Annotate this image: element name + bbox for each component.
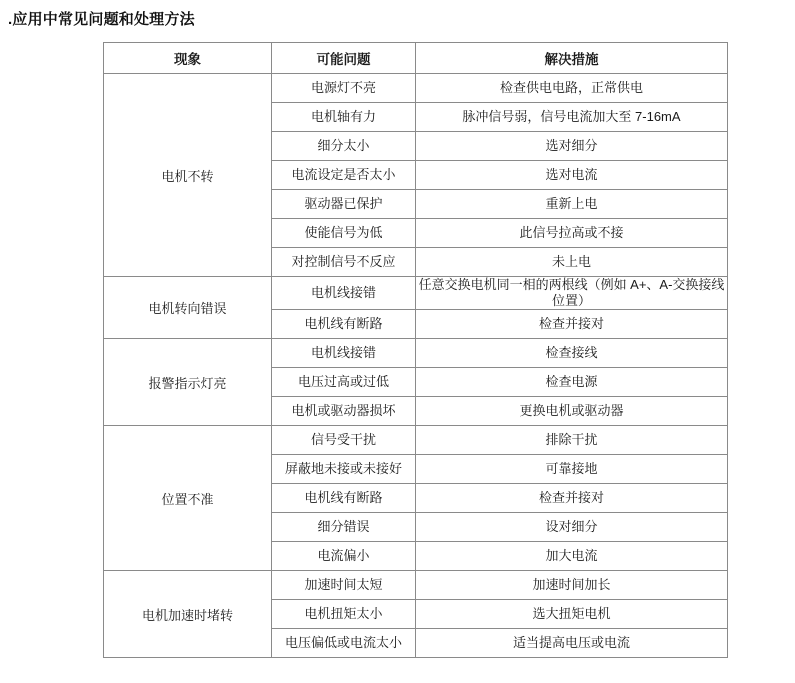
problem-cell: 屏蔽地未接或未接好 [272, 455, 416, 484]
solution-cell: 任意交换电机同一相的两根线（例如 A+、A-交换接线位置） [416, 277, 728, 310]
solution-cell: 选对电流 [416, 161, 728, 190]
solution-cell: 检查接线 [416, 339, 728, 368]
solution-cell: 排除干扰 [416, 426, 728, 455]
table-header [104, 43, 728, 74]
solution-cell: 脉冲信号弱，信号电流加大至 7-16mA [416, 103, 728, 132]
phenomenon-cell: 电机加速时堵转 [104, 571, 272, 658]
issues-table [103, 42, 728, 658]
solution-cell: 检查并接对 [416, 484, 728, 513]
problem-cell: 电压偏低或电流太小 [272, 629, 416, 658]
phenomenon-cell: 电机不转 [104, 74, 272, 277]
problem-cell: 电流设定是否太小 [272, 161, 416, 190]
column-header-solution: 解决措施 [416, 43, 728, 74]
phenomenon-cell: 报警指示灯亮 [104, 339, 272, 426]
table-row [104, 74, 728, 103]
solution-cell: 加大电流 [416, 542, 728, 571]
phenomenon-cell: 位置不准 [104, 426, 272, 571]
solution-cell: 未上电 [416, 248, 728, 277]
solution-cell: 重新上电 [416, 190, 728, 219]
problem-cell: 电机线有断路 [272, 310, 416, 339]
problem-cell: 细分太小 [272, 132, 416, 161]
solution-cell: 适当提高电压或电流 [416, 629, 728, 658]
table-header-row [104, 43, 728, 74]
problem-cell: 电源灯不亮 [272, 74, 416, 103]
problem-cell: 电机或驱动器损坏 [272, 397, 416, 426]
column-header-phenomenon: 现象 [104, 43, 272, 74]
table-row [104, 277, 728, 310]
problem-cell: 驱动器已保护 [272, 190, 416, 219]
solution-cell: 检查电源 [416, 368, 728, 397]
page-title: .应用中常见问题和处理方法 [8, 11, 195, 28]
solution-cell: 加速时间加长 [416, 571, 728, 600]
solution-cell: 选对细分 [416, 132, 728, 161]
problem-cell: 细分错误 [272, 513, 416, 542]
solution-cell: 可靠接地 [416, 455, 728, 484]
table-row [104, 571, 728, 600]
solution-cell: 检查供电电路，正常供电 [416, 74, 728, 103]
problem-cell: 对控制信号不反应 [272, 248, 416, 277]
solution-cell: 设对细分 [416, 513, 728, 542]
problem-cell: 信号受干扰 [272, 426, 416, 455]
problem-cell: 电机线接错 [272, 339, 416, 368]
problem-cell: 电机线接错 [272, 277, 416, 310]
problem-cell: 电机扭矩太小 [272, 600, 416, 629]
problem-cell: 电压过高或过低 [272, 368, 416, 397]
table-row [104, 339, 728, 368]
problem-cell: 电机线有断路 [272, 484, 416, 513]
solution-cell: 更换电机或驱动器 [416, 397, 728, 426]
table-row [104, 426, 728, 455]
problem-cell: 电流偏小 [272, 542, 416, 571]
solution-cell: 选大扭矩电机 [416, 600, 728, 629]
solution-cell: 此信号拉高或不接 [416, 219, 728, 248]
column-header-problem: 可能问题 [272, 43, 416, 74]
problem-cell: 加速时间太短 [272, 571, 416, 600]
problem-cell: 使能信号为低 [272, 219, 416, 248]
problem-cell: 电机轴有力 [272, 103, 416, 132]
solution-cell: 检查并接对 [416, 310, 728, 339]
issues-table-container [103, 42, 727, 658]
table-body [104, 74, 728, 658]
phenomenon-cell: 电机转向错误 [104, 277, 272, 339]
